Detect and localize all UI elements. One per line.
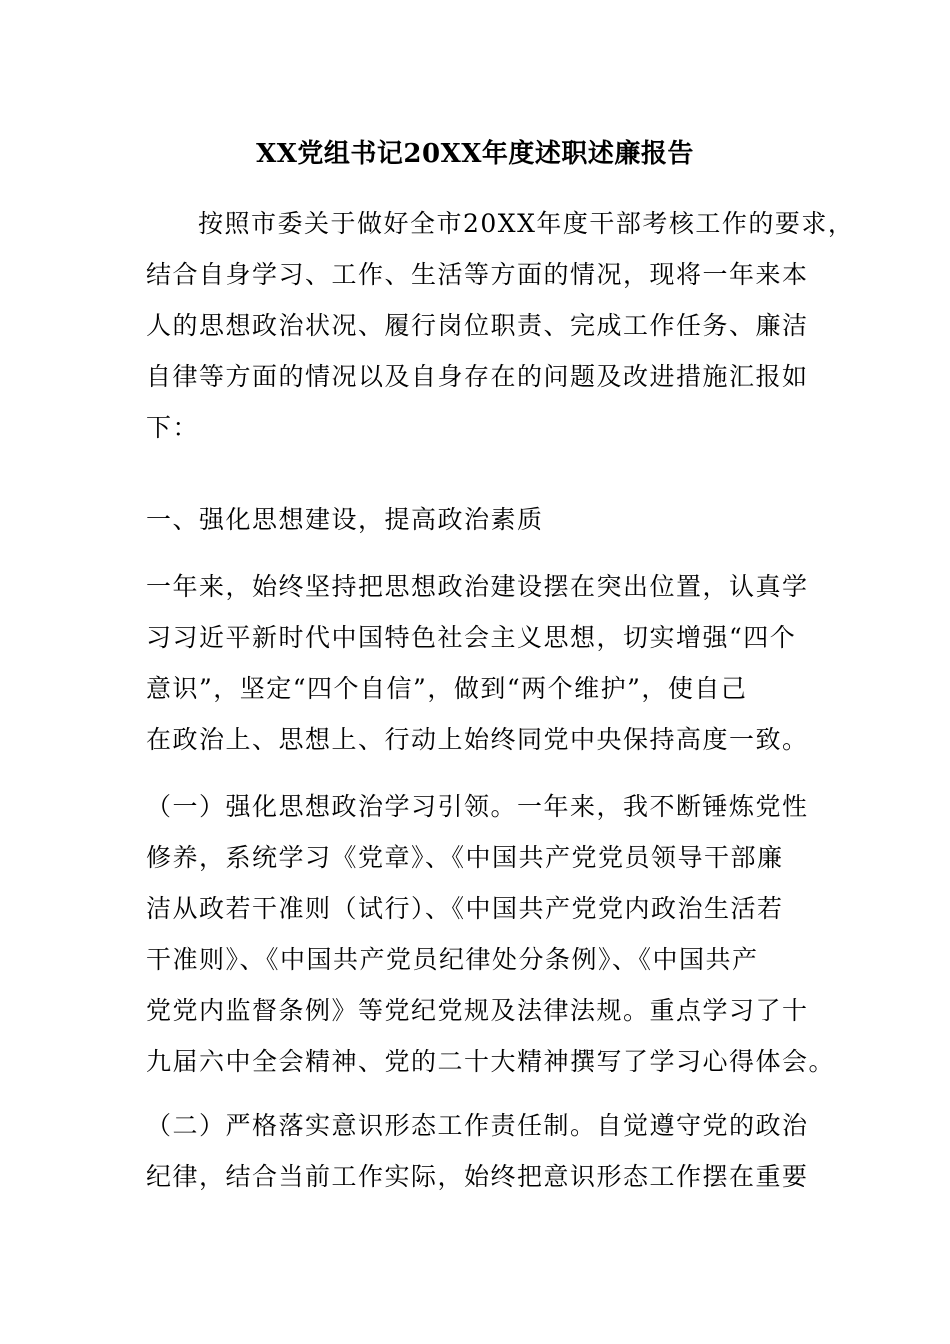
text-line: 党党内监督条例》等党纪党规及法律法规。重点学习了十	[146, 996, 809, 1025]
text-line: 结合自身学习、工作、生活等方面的情况，现将一年来本	[146, 260, 809, 289]
text-line: 下：	[146, 413, 200, 442]
text-line: 意识”，坚定“四个自信”，做到“两个维护”，使自己	[146, 674, 748, 703]
text-line: 九届六中全会精神、党的二十大精神撰写了学习心得体会。	[146, 1047, 836, 1076]
paragraph-subsection-1	[146, 781, 836, 1087]
paragraph-section-1	[146, 561, 826, 765]
section-heading-text: 一、强化思想建设，提高政治素质	[146, 505, 544, 534]
text-line: （一）强化思想政治学习引领。一年来，我不断锤炼党性	[146, 792, 809, 821]
text-line: （二）严格落实意识形态工作责任制。自觉遵守党的政治	[146, 1111, 809, 1140]
document-title: XX党组书记20XX年度述职述廉报告	[256, 139, 694, 169]
section-heading	[146, 494, 826, 545]
text-line: 按照市委关于做好全市20XX年度干部考核工作的要求，	[198, 209, 855, 238]
text-line: 修养，系统学习《党章》、《中国共产党党员领导干部廉	[146, 843, 784, 872]
text-line: 洁从政若干准则（试行）、《中国共产党党内政治生活若	[146, 894, 784, 923]
paragraph-subsection-2	[146, 1100, 826, 1202]
text-line: 干准则》、《中国共产党员纪律处分条例》、《中国共产	[146, 945, 759, 974]
text-line: 人的思想政治状况、履行岗位职责、完成工作任务、廉洁	[146, 311, 809, 340]
text-line: 习习近平新时代中国特色社会主义思想，切实增强“四个	[146, 623, 797, 652]
text-line: 自律等方面的情况以及自身存在的问题及改进措施汇报如	[146, 362, 809, 391]
paragraph-intro	[146, 198, 855, 453]
text-line: 纪律，结合当前工作实际，始终把意识形态工作摆在重要	[146, 1162, 809, 1191]
text-line: 在政治上、思想上、行动上始终同党中央保持高度一致。	[146, 725, 809, 754]
text-line: 一年来，始终坚持把思想政治建设摆在突出位置，认真学	[146, 572, 809, 601]
